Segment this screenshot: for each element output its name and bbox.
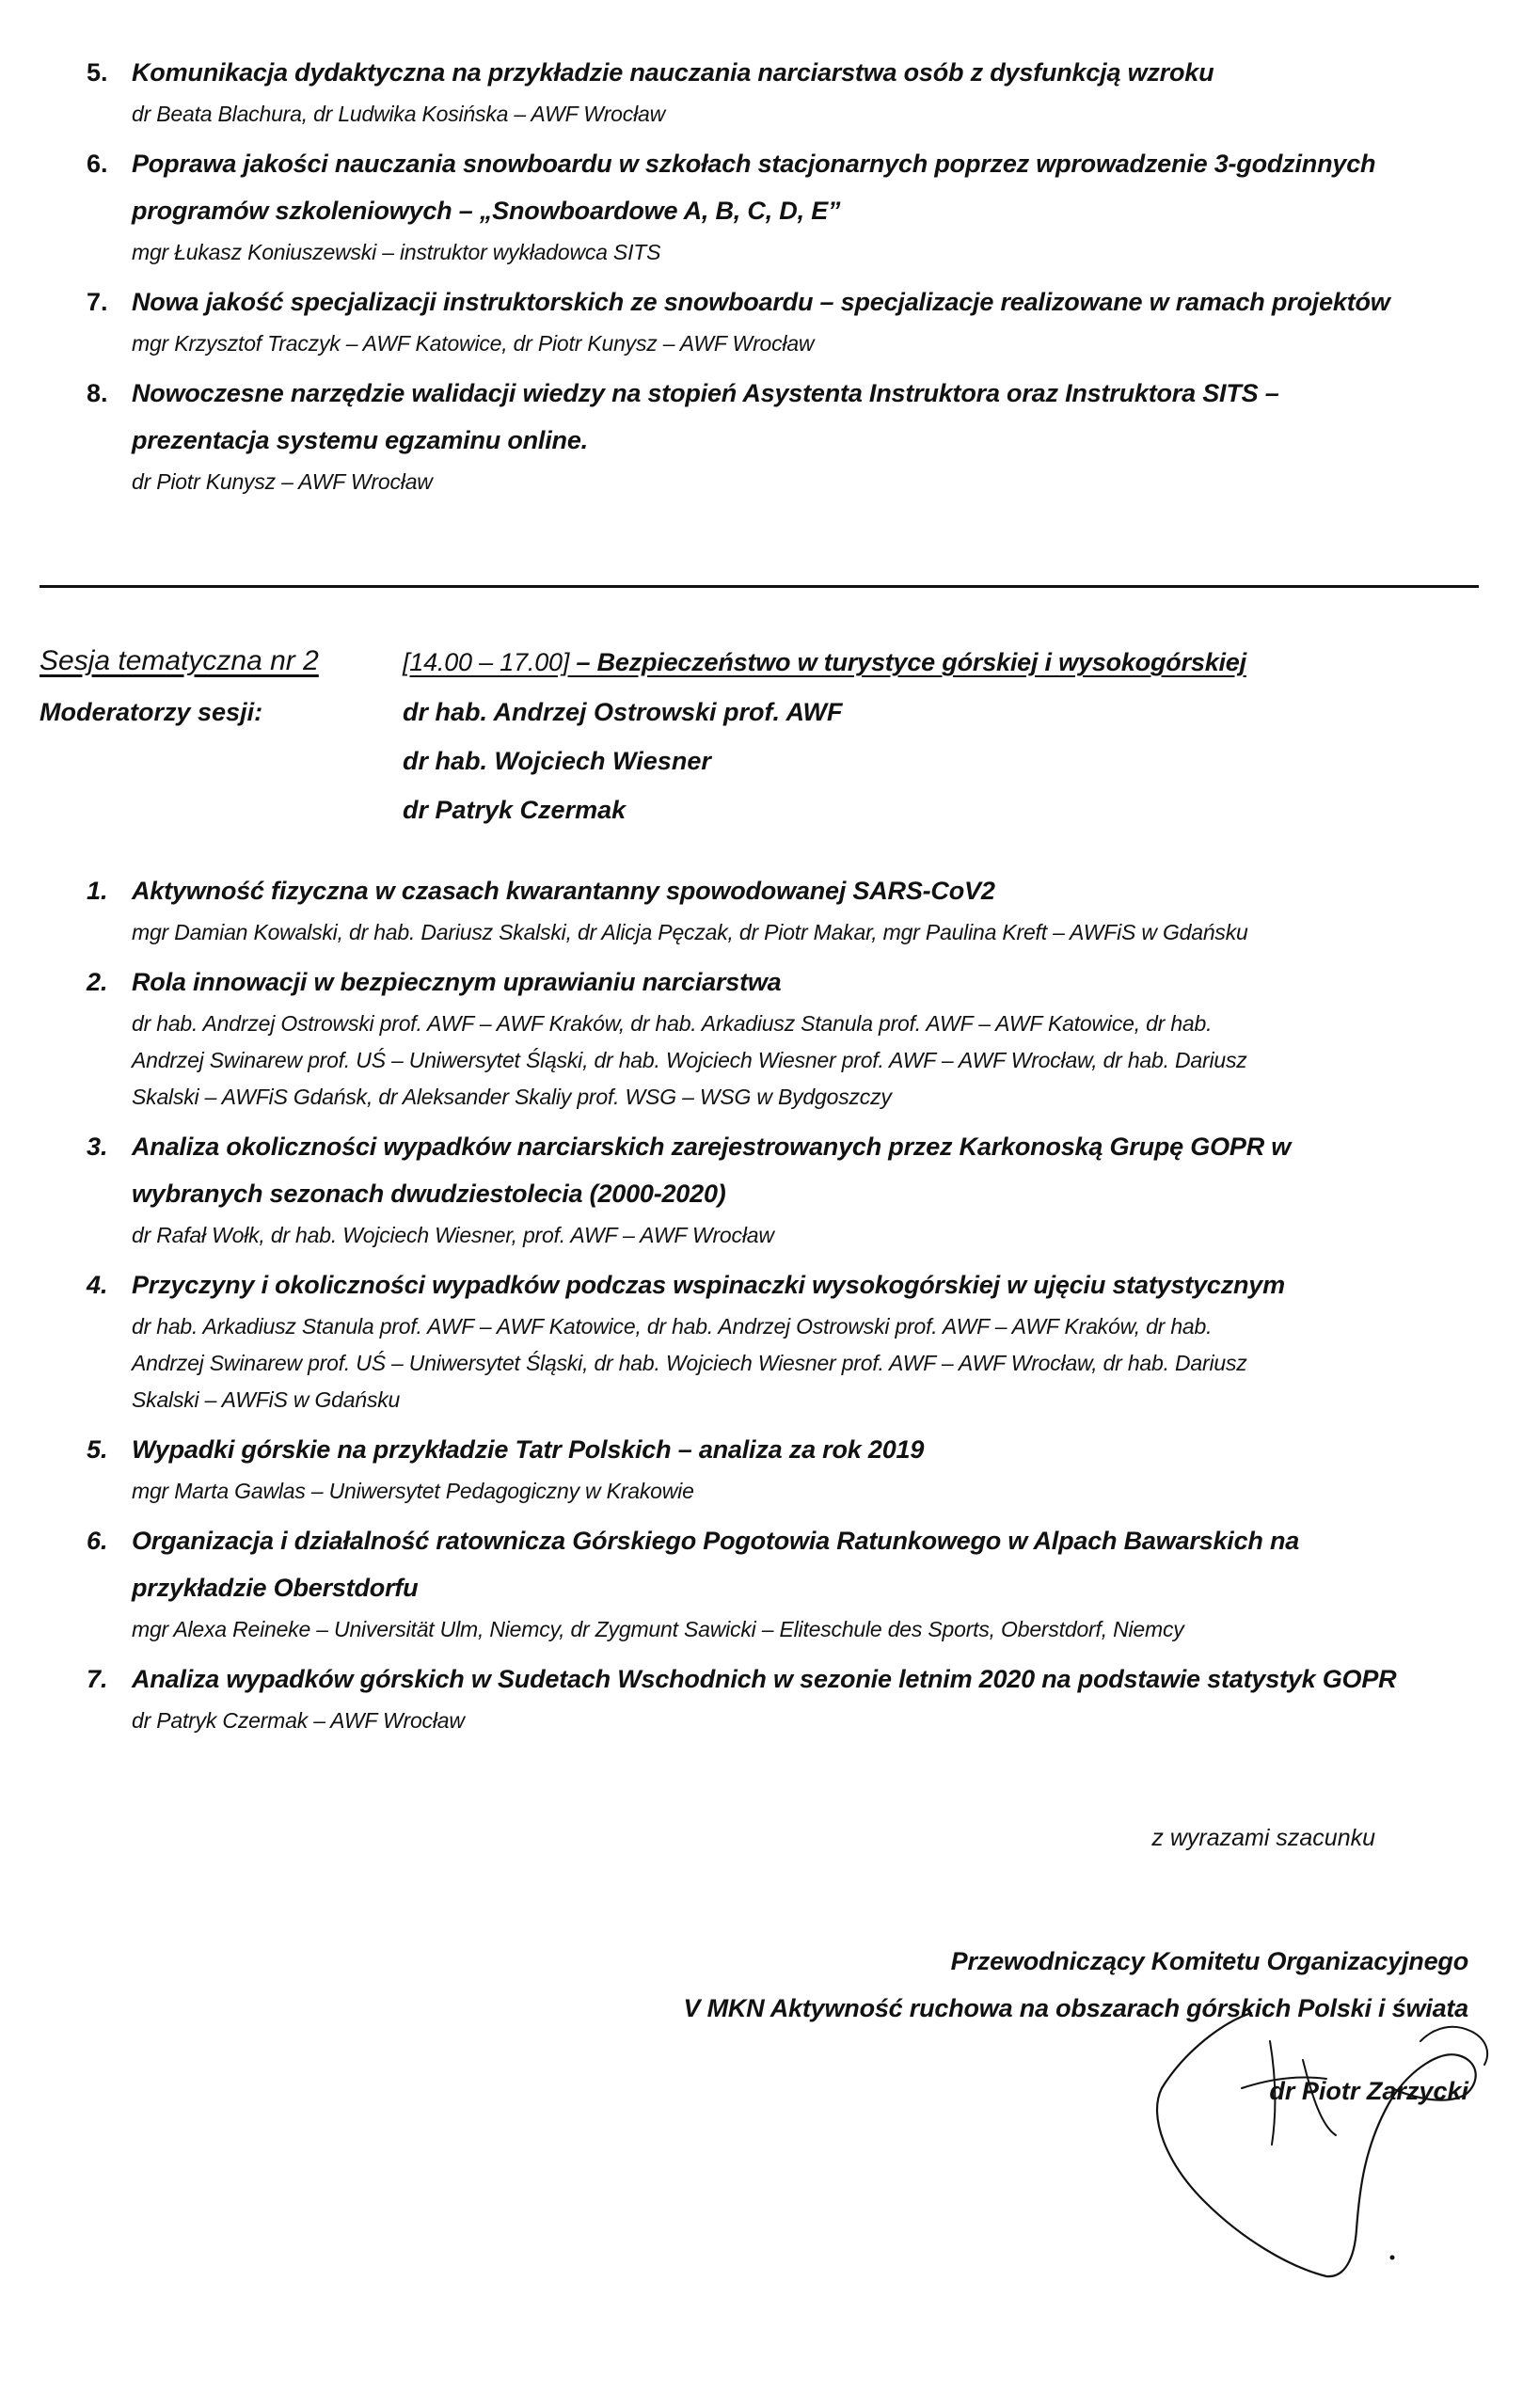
item-number: 7. — [87, 288, 108, 316]
item-number: 2. — [87, 968, 108, 996]
item-title: Organizacja i działalność ratownicza Górskiego Pogotowia Ratunkowego w Alpach Bawarskich na — [132, 1527, 1300, 1555]
item-authors: mgr Damian Kowalski, dr hab. Dariusz Skalski, dr Alicja Pęczak, dr Piotr Makar, mgr Paulina Kreft – AWFiS w Gdańsku — [132, 920, 1248, 944]
item-title: Analiza wypadków górskich w Sudetach Wschodnich w sezonie letnim 2020 na podstawie statystyk GOPR — [132, 1665, 1397, 1693]
item-title: Poprawa jakości nauczania snowboardu w szkołach stacjonarnych poprzez wprowadzenie 3-godzinnych — [132, 150, 1376, 178]
item-authors: dr hab. Andrzej Ostrowski prof. AWF – AWF Kraków, dr hab. Arkadiusz Stanula prof. AWF – AWF Katowice, dr hab. — [132, 1011, 1213, 1036]
item-authors: Andrzej Swinarew prof. UŚ – Uniwersytet Śląski, dr hab. Wojciech Wiesner prof. AWF – AWF Wrocław, dr hab. Dariusz — [132, 1351, 1247, 1375]
item-number: 3. — [87, 1133, 108, 1161]
item-authors: Skalski – AWFiS w Gdańsku — [132, 1387, 401, 1412]
item-title: Aktywność fizyczna w czasach kwarantanny spowodowanej SARS-CoV2 — [132, 877, 995, 905]
item-authors: dr Patryk Czermak – AWF Wrocław — [132, 1708, 465, 1733]
item-authors: mgr Marta Gawlas – Uniwersytet Pedagogiczny w Krakowie — [132, 1479, 694, 1503]
item-title: Przyczyny i okoliczności wypadków podczas wspinaczki wysokogórskiej w ujęciu statystycznym — [132, 1271, 1285, 1299]
moderator-1: dr hab. Andrzej Ostrowski prof. AWF — [403, 698, 843, 726]
signer-title-line-2: V MKN Aktywność ruchowa na obszarach górskich Polski i świata — [683, 1994, 1468, 2022]
item-title: wybranych sezonach dwudziestolecia (2000-2020) — [132, 1180, 726, 1208]
list-item — [87, 958, 1486, 1116]
item-title: przykładzie Oberstdorfu — [132, 1574, 419, 1602]
signer-name: dr Piotr Zarzycki — [1269, 2077, 1468, 2105]
item-number: 6. — [87, 150, 108, 178]
list-item — [87, 370, 1486, 500]
item-number: 4. — [87, 1271, 108, 1299]
item-authors: mgr Krzysztof Traczyk – AWF Katowice, dr Piotr Kunysz – AWF Wrocław — [132, 331, 815, 356]
item-title: programów szkoleniowych – „Snowboardowe A, B, C, D, E” — [132, 197, 841, 225]
list-item — [87, 140, 1486, 271]
item-number: 6. — [87, 1527, 108, 1555]
moderator-2: dr hab. Wojciech Wiesner — [403, 747, 711, 775]
item-title: Nowa jakość specjalizacji instruktorskich ze snowboardu – specjalizacje realizowane w ramach projektów — [132, 288, 1390, 316]
item-number: 7. — [87, 1665, 108, 1693]
item-title: Nowoczesne narzędzie walidacji wiedzy na stopień Asystenta Instruktora oraz Instruktora SITS – — [132, 379, 1279, 407]
section-divider — [40, 585, 1479, 588]
closing-regards: z wyrazami szacunku — [1151, 1825, 1375, 1851]
list-item — [87, 867, 1486, 951]
item-title: Analiza okoliczności wypadków narciarskich zarejestrowanych przez Karkonoską Grupę GOPR w — [132, 1133, 1292, 1161]
list-item — [87, 1261, 1486, 1418]
item-authors: Andrzej Swinarew prof. UŚ – Uniwersytet Śląski, dr hab. Wojciech Wiesner prof. AWF – AWF Wrocław, dr hab. Dariusz — [132, 1048, 1247, 1072]
item-number: 5. — [87, 1435, 108, 1464]
session-2-time-topic — [403, 648, 1246, 677]
list-item — [87, 1123, 1486, 1254]
item-authors: dr Rafał Wołk, dr hab. Wojciech Wiesner, prof. AWF – AWF Wrocław — [132, 1223, 774, 1247]
item-authors: dr hab. Arkadiusz Stanula prof. AWF – AWF Katowice, dr hab. Andrzej Ostrowski prof. AWF – AWF Kraków, dr hab. — [132, 1314, 1213, 1339]
list-item — [87, 1517, 1486, 1648]
handwritten-signature — [1110, 1985, 1505, 2305]
list-item — [87, 49, 1486, 133]
item-title: Komunikacja dydaktyczna na przykładzie nauczania narciarstwa osób z dysfunkcją wzroku — [132, 58, 1214, 87]
session-2-time-range: [14.00 – 17.00] — [403, 648, 570, 676]
list-item — [87, 1426, 1486, 1510]
moderators-label: Moderatorzy sesji: — [40, 698, 263, 726]
item-title: prezentacja systemu egzaminu online. — [132, 426, 588, 454]
item-number: 8. — [87, 379, 108, 407]
item-authors: dr Beata Blachura, dr Ludwika Kosińska – AWF Wrocław — [132, 102, 665, 126]
moderator-3: dr Patryk Czermak — [403, 796, 627, 824]
item-authors: Skalski – AWFiS Gdańsk, dr Aleksander Skaliy prof. WSG – WSG w Bydgoszczy — [132, 1085, 892, 1109]
session-2-topic: – Bezpieczeństwo w turystyce górskiej i wysokogórskiej — [569, 648, 1246, 676]
item-title: Rola innowacji w bezpiecznym uprawianiu narciarstwa — [132, 968, 782, 996]
item-title: Wypadki górskie na przykładzie Tatr Polskich – analiza za rok 2019 — [132, 1435, 925, 1464]
item-authors: mgr Alexa Reineke – Universität Ulm, Niemcy, dr Zygmunt Sawicki – Eliteschule des Sports, Oberstdorf, Niemcy — [132, 1617, 1184, 1641]
item-authors: mgr Łukasz Koniuszewski – instruktor wykładowca SITS — [132, 240, 661, 264]
session-2-heading: Sesja tematyczna nr 2 — [40, 645, 319, 676]
item-number: 1. — [87, 877, 108, 905]
item-number: 5. — [87, 58, 108, 87]
list-item — [87, 278, 1486, 362]
item-authors: dr Piotr Kunysz – AWF Wrocław — [132, 469, 433, 494]
signer-title-line-1: Przewodniczący Komitetu Organizacyjnego — [950, 1947, 1468, 1975]
list-item — [87, 1656, 1486, 1739]
